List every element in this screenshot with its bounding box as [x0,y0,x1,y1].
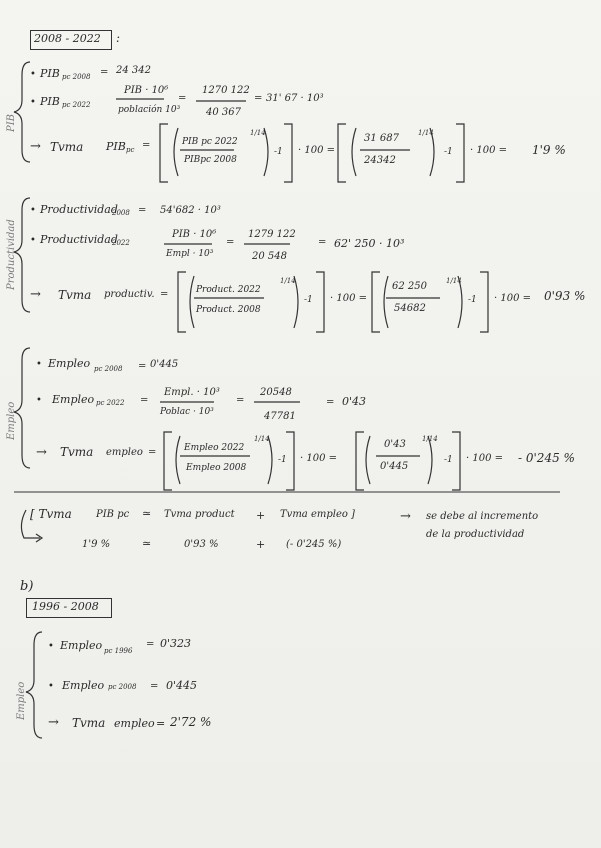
emp-result: - 0'245 % [518,451,575,465]
equals: = [148,447,157,458]
emp-frac-num: Empleo 2022 [184,443,245,453]
pib-minus1-2: -1 [444,147,453,157]
equals: = [254,93,263,104]
b-row2-sub: pc 2008 [108,683,137,691]
prod-row2-den2: 20 548 [252,251,287,262]
pib-row2-den2: 40 367 [206,107,241,118]
side-label-empleo: Empleo [6,401,17,440]
summary-l1c: ≃ [142,507,152,520]
b-row1-val: 0'323 [160,637,192,650]
bullet: • [36,359,42,370]
emp-row2-num: Empl. · 10³ [164,387,220,398]
emp-minus1: -1 [278,455,287,465]
emp-exp-2: 1/14 [422,435,438,443]
arrow-icon: → [400,509,411,524]
prod-frac-num: Product. 2022 [196,285,261,295]
prod-row2-lhs: Productividad [40,233,118,246]
prod-minus1: -1 [304,295,313,305]
emp-row2-result: 0'43 [342,395,367,408]
pib-num-val: 31 687 [364,133,399,144]
pib-row1-lhs: PIB [40,67,60,80]
emp-tvma-label: Tvma [60,445,94,459]
prod-times100-2: · 100 = [494,293,532,304]
prod-times100: · 100 = [330,293,368,304]
pib-minus1: -1 [274,147,283,157]
pib-exp: 1/14 [250,129,266,137]
summary-l1a: [ Tvma [30,507,72,521]
side-label-empleo-b: Empleo [16,681,27,720]
emp-row2-num2: 20548 [260,387,292,398]
b-tvma-label: Tvma [72,716,106,730]
prod-exp: 1/14 [280,277,296,285]
summary-l1f: Tvma empleo ] [280,509,355,520]
period-a-colon: : [116,31,121,45]
bullet: • [30,235,36,246]
b-row2-val: 0'445 [166,679,198,692]
emp-row2-den2: 47781 [264,411,296,422]
emp-frac-den: Empleo 2008 [186,463,247,473]
emp-num-val: 0'43 [384,439,406,450]
equals: = [150,681,159,692]
summary-l2e: (- 0'245 %) [286,539,342,550]
emp-den-val: 0'445 [380,461,409,472]
bullet: • [48,681,54,692]
b-row1-lhs: Empleo [60,639,103,652]
prod-frac-den: Product. 2008 [196,305,261,315]
pib-times100: · 100 = [298,145,336,156]
emp-row2-sub: pc 2022 [96,399,125,407]
bullet: • [30,205,36,216]
prod-den-val: 54682 [394,303,426,314]
arrow-icon: → [48,715,59,730]
period-a: 2008 - 2022 [34,32,101,45]
pib-row2-den: población 10³ [118,105,181,115]
prod-exp-2: 1/14 [446,277,462,285]
summary-note2: de la productividad [426,529,525,540]
pib-result: 1'9 % [532,143,566,157]
prod-row1-sub: 2008 [112,209,130,217]
summary-l1b: PIB pc [96,509,130,520]
emp-times100: · 100 = [300,453,338,464]
summary-l2c: 0'93 % [184,539,219,550]
summary-note1: se debe al incremento [426,511,539,522]
pib-tvma-var: PIB [106,140,126,153]
prod-row1-val: 54'682 · 10³ [160,205,221,216]
pib-tvma-label: Tvma [50,140,84,154]
equals: = [178,93,187,104]
summary-l2a: 1'9 % [82,539,111,550]
emp-row2-den: Poblac · 10³ [160,407,214,417]
equals: = [146,639,155,650]
pib-row2-lhs: PIB [40,95,60,108]
pib-row1-sub: pc 2008 [62,73,91,81]
prod-minus1-2: -1 [468,295,477,305]
arrow-icon: → [30,139,41,154]
prod-row2-result: 62' 250 · 10³ [334,237,405,250]
emp-times100-2: · 100 = [466,453,504,464]
emp-tvma-var: empleo [106,447,143,458]
brace-pib [14,62,30,162]
summary-l2d: + [256,538,266,551]
pib-frac-den: PIBpc 2008 [184,155,237,165]
emp-row1-val: 0'445 [150,359,179,370]
pib-row1-val: 24 342 [116,65,151,76]
b-tvma-eq: = [156,717,166,730]
prod-row1-lhs: Productividad [40,203,118,216]
summary-l2b: ≃ [142,537,152,550]
pib-row2-num2: 1270 122 [202,85,250,96]
prod-tvma-label: Tvma [58,288,92,302]
equals: = [138,205,147,216]
emp-row1-lhs: Empleo [48,357,91,370]
period-b: 1996 - 2008 [32,600,99,613]
prod-result: 0'93 % [544,289,586,303]
prod-num-val: 62 250 [392,281,427,292]
emp-row2-lhs: Empleo [52,393,95,406]
b-tvma-val: 2'72 % [170,715,212,729]
bullet: • [30,97,36,108]
b-row2-lhs: Empleo [62,679,105,692]
b-tvma-var: empleo [114,717,155,730]
equals: = [326,397,335,408]
summary-l1e: + [256,509,266,522]
side-label-productividad: Productividad [6,219,17,290]
prod-row2-sub: 2022 [112,239,130,247]
prod-tvma-var: productiv. [104,289,155,300]
bullet: • [36,395,42,406]
equals: = [140,395,149,406]
pib-times100-2: · 100 = [470,145,508,156]
pib-row2-num: PIB · 10⁶ [124,85,169,96]
arrow-icon: → [36,445,47,460]
pib-row2-sub: pc 2022 [62,101,91,109]
pib-exp-2: 1/14 [418,129,434,137]
side-label-pib: PIB [6,113,17,132]
pib-row2-result: 31' 67 · 10³ [266,93,324,104]
bullet: • [48,641,54,652]
brace-empleo-b [26,632,42,738]
equals: = [318,237,327,248]
b-row1-sub: pc 1996 [104,647,133,655]
prod-row2-den: Empl · 10³ [166,249,214,259]
pib-tvma-sub: pc [126,146,135,154]
equals: = [138,361,147,372]
bullet: • [30,69,36,80]
equals: = [142,140,151,151]
equals: = [236,395,245,406]
equals: = [160,289,169,300]
equals: = [226,237,235,248]
emp-minus1-2: -1 [444,455,453,465]
emp-row1-sub: pc 2008 [94,365,123,373]
arrow-icon: → [30,287,41,302]
emp-exp: 1/14 [254,435,270,443]
prod-row2-num: PIB · 10⁶ [172,229,217,240]
part-b-label: b) [20,579,34,594]
summary-l1d: Tvma product [164,509,235,520]
equals: = [100,67,109,78]
pib-frac-num: PIB pc 2022 [182,137,238,147]
prod-row2-num2: 1279 122 [248,229,296,240]
pib-den-val: 24342 [364,155,396,166]
